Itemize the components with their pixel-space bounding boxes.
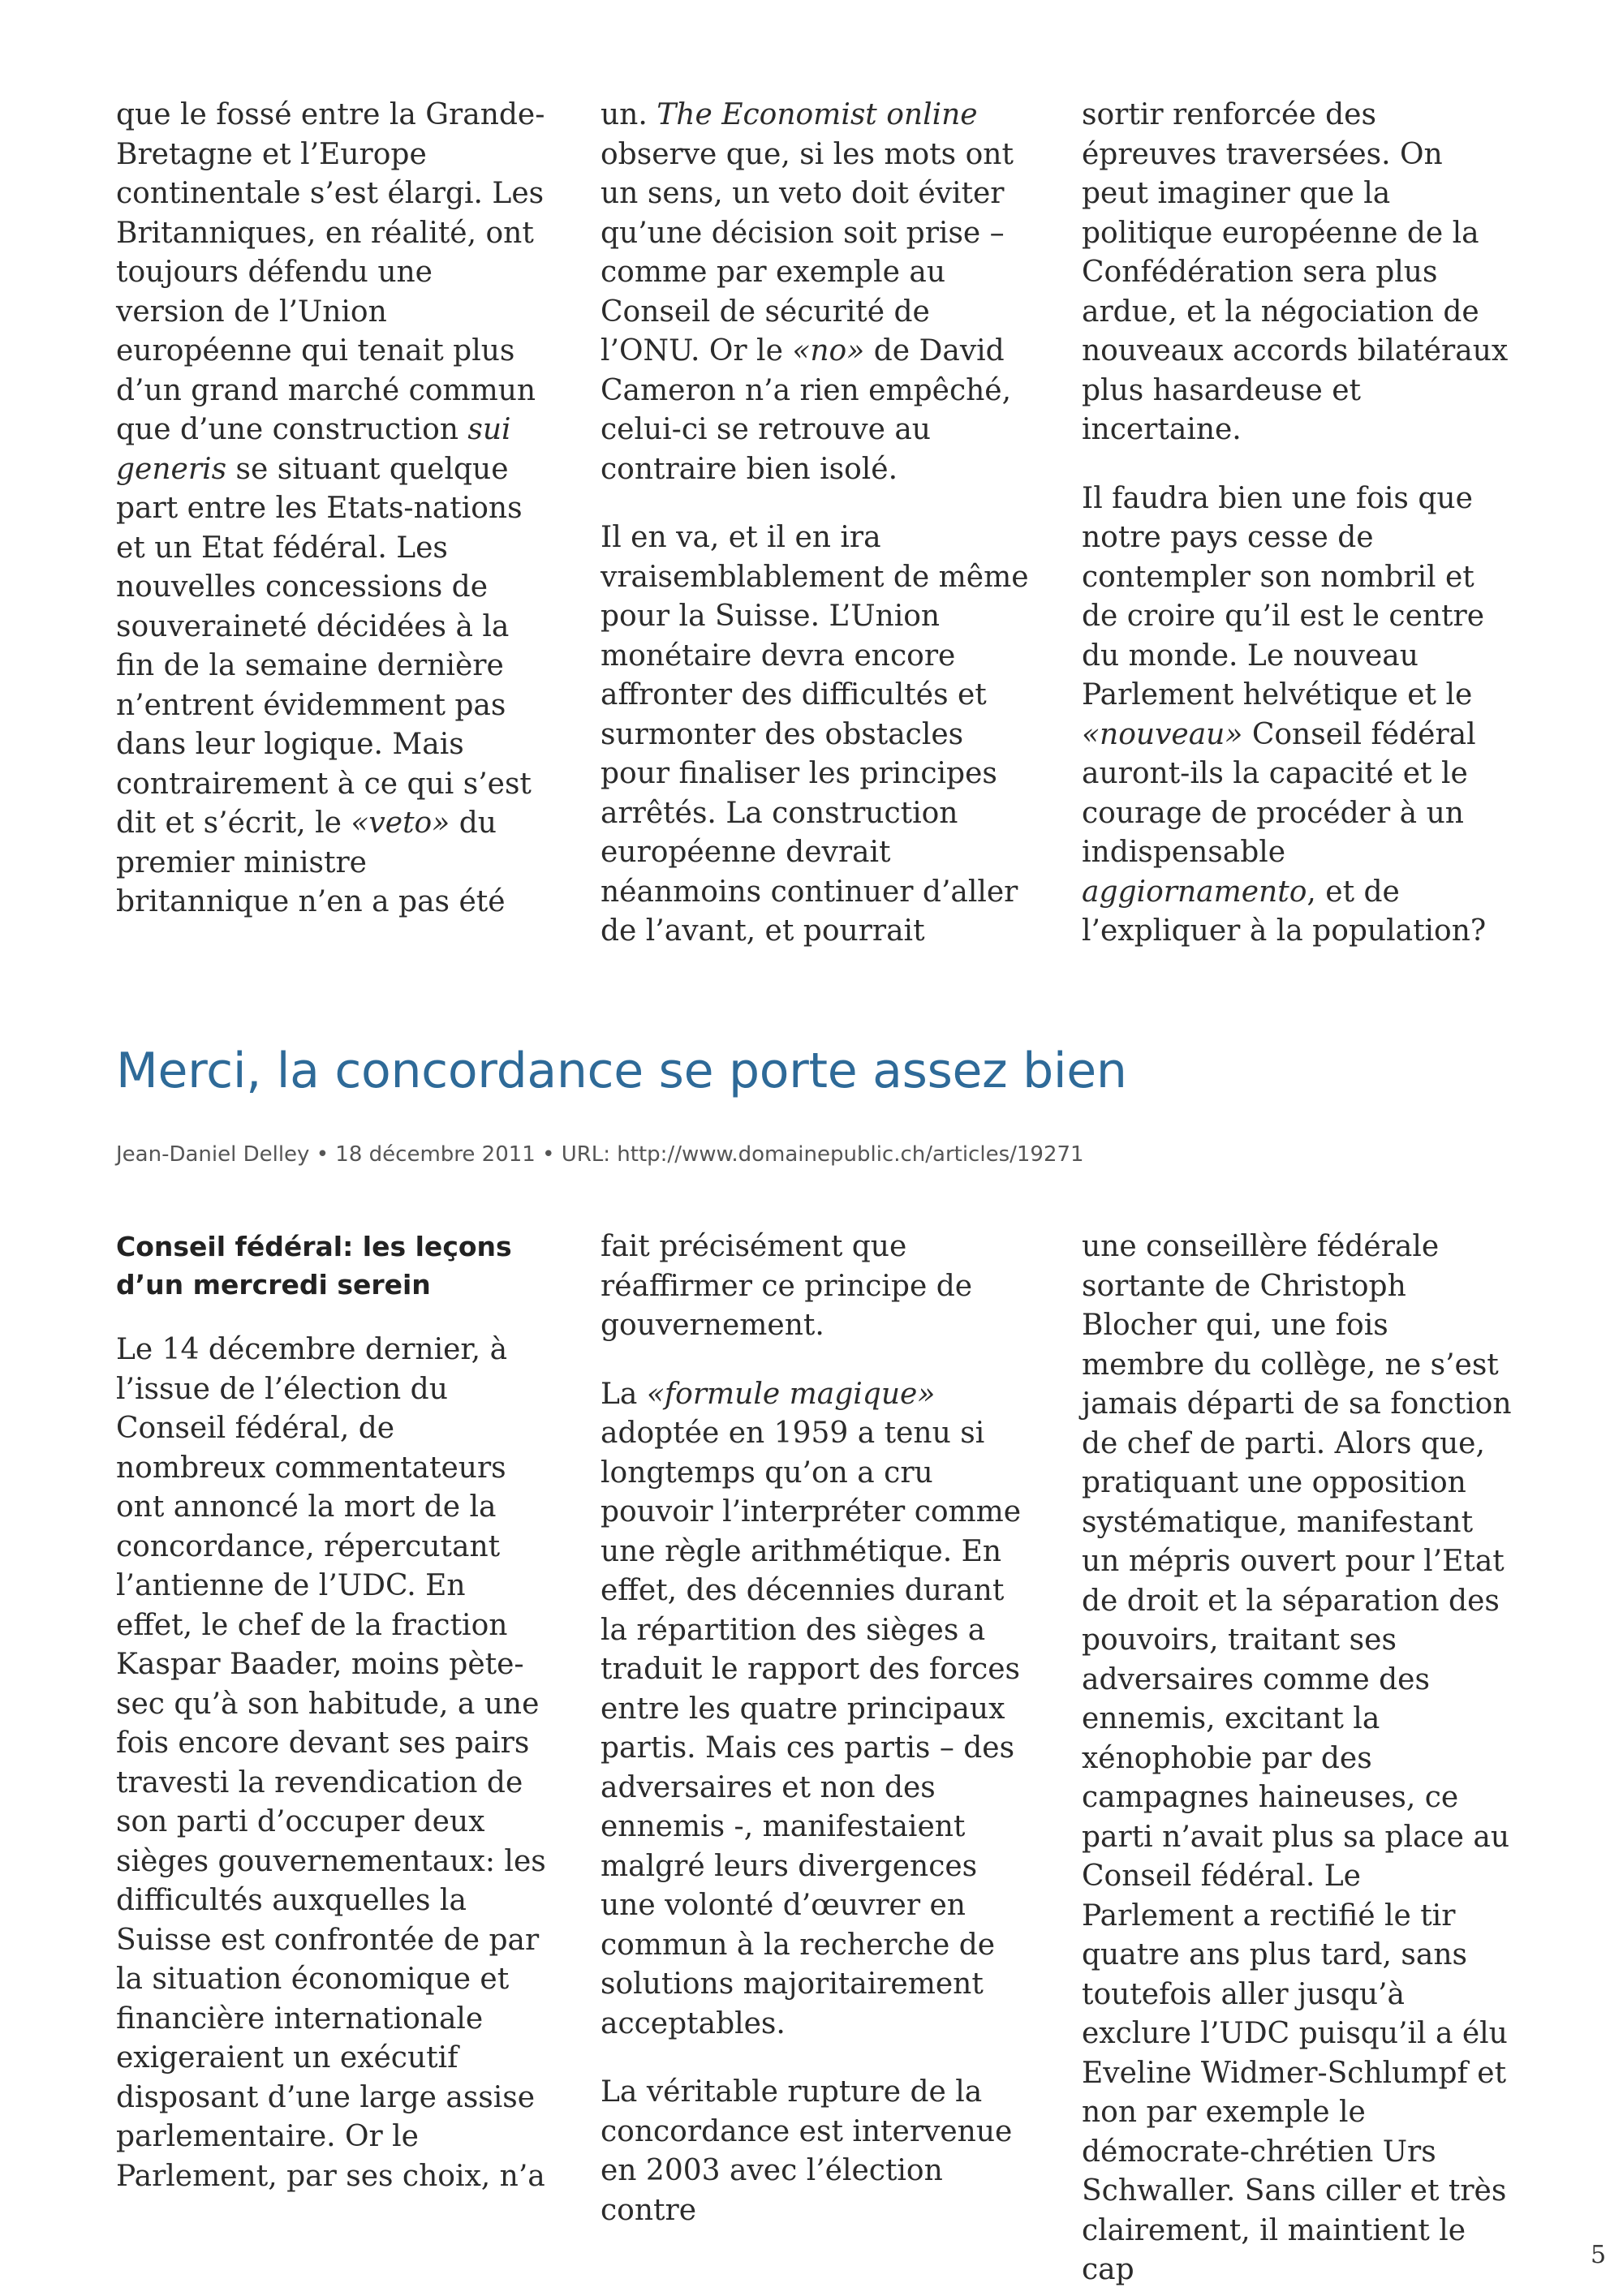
paragraph: que le fossé entre la Grande-Bretagne et l’Europe continentale s’est élargi. Les Britanniques, en réalité, ont toujours défendu une version de l’Union européenne qui tenait plus d’un grand marché commun que d’une construction sui generis se situant quelque part entre les Etats-nations et un Etat fédéral. Les nouvelles concessions de souveraineté décidées à la fin de la semaine dernière n’entrent évidemment pas dans leur logique. Mais contrairement à ce qui s’est dit et s’écrit, le «veto» du premier ministre britannique n’en a pas été [116, 98, 545, 918]
article-column-1 [116, 1228, 546, 2196]
paragraph: un. The Economist online observe que, si les mots ont un sens, un veto doit éviter qu’une décision soit prise – comme par exemple au Conseil de sécurité de l’ONU. Or le «no» de David Cameron n’a rien empêché, celui-ci se retrouve au contraire bien isolé. [601, 98, 1014, 486]
paragraph: Il faudra bien une fois que notre pays cesse de contempler son nombril et de croire qu’il est le centre du monde. Le nouveau Parlement helvétique et le «nouveau» Conseil fédéral auront-ils la capacité et le courage de procéder à un indispensable aggiornamento, et de l’expliquer à la population? [1082, 481, 1487, 948]
paragraph: Il en va, et il en ira vraisemblablement de même pour la Suisse. L’Union monétaire devra encore affronter des difficultés et surmonter des obstacles pour finaliser les principes arrêtés. La construction européenne devrait néanmoins continuer d’aller de l’avant, et pourrait [601, 521, 1029, 948]
paragraph: Le 14 décembre dernier, à l’issue de l’élection du Conseil fédéral, de nombreux commentateurs ont annoncé la mort de la concordance, répercutant l’antienne de l’UDC. En effet, le chef de la fraction Kaspar Baader, moins pète-sec qu’à son habitude, a une fois encore devant ses pairs travesti la revendication de son parti d’occuper deux sièges gouvernementaux: les difficultés auxquelles la Suisse est confrontée de par la situation économique et financière internationale exigeraient un exécutif disposant d’une large assise parlementaire. Or le Parlement, par ses choix, n’a [116, 1333, 546, 2193]
paragraph: La véritable rupture de la concordance est intervenue en 2003 avec l’élection contre [601, 2075, 1013, 2227]
article-byline: Jean-Daniel Delley • 18 décembre 2011 • URL: http://www.domainepublic.ch/articles/19271 [116, 1142, 1084, 1167]
paragraph: sortir renforcée des épreuves traversées. On peut imaginer que la politique européenne de la Confédération sera plus ardue, et la négociation de nouveaux accords bilatéraux plus hasardeuse et incertaine. [1082, 98, 1509, 446]
top-column-3 [1082, 96, 1512, 952]
paragraph: fait précisément que réaffirmer ce principe de gouvernement. [601, 1230, 973, 1342]
paragraph: La «formule magique» adoptée en 1959 a tenu si longtemps qu’on a cru pouvoir l’interpréter comme une règle arithmétique. En effet, des décennies durant la répartition des sièges a traduit le rapport des forces entre les quatre principaux partis. Mais ces partis – des adversaires et non des ennemis -, manifestaient malgré leurs divergences une volonté d’œuvrer en commun à la recherche de solutions majoritairement acceptables. [601, 1377, 1022, 2040]
top-column-2 [601, 96, 1031, 952]
article-column-3 [1082, 1228, 1512, 2290]
page-number: 5 [1591, 2241, 1607, 2269]
article-title: Merci, la concordance se porte assez bien [116, 1043, 1127, 1099]
paragraph: une conseillère fédérale sortante de Christoph Blocher qui, une fois membre du collège, ne s’est jamais départi de sa fonction de chef de parti. Alors que, pratiquant une opposition systématique, manifestant un mépris ouvert pour l’Etat de droit et la séparation des pouvoirs, traitant ses adversaires comme des ennemis, excitant la xénophobie par des campagnes haineuses, ce parti n’avait plus sa place au Conseil fédéral. Le Parlement a rectifié le tir quatre ans plus tard, sans toutefois aller jusqu’à exclure l’UDC puisqu’il a élu Eveline Widmer-Schlumpf et non par exemple le démocrate-chrétien Urs Schwaller. Sans ciller et très clairement, il maintient le cap [1082, 1230, 1512, 2286]
article-column-2 [601, 1228, 1031, 2230]
top-column-1 [116, 96, 546, 922]
section-heading: Conseil fédéral: les leçons d’un mercredi serein [116, 1231, 512, 1301]
